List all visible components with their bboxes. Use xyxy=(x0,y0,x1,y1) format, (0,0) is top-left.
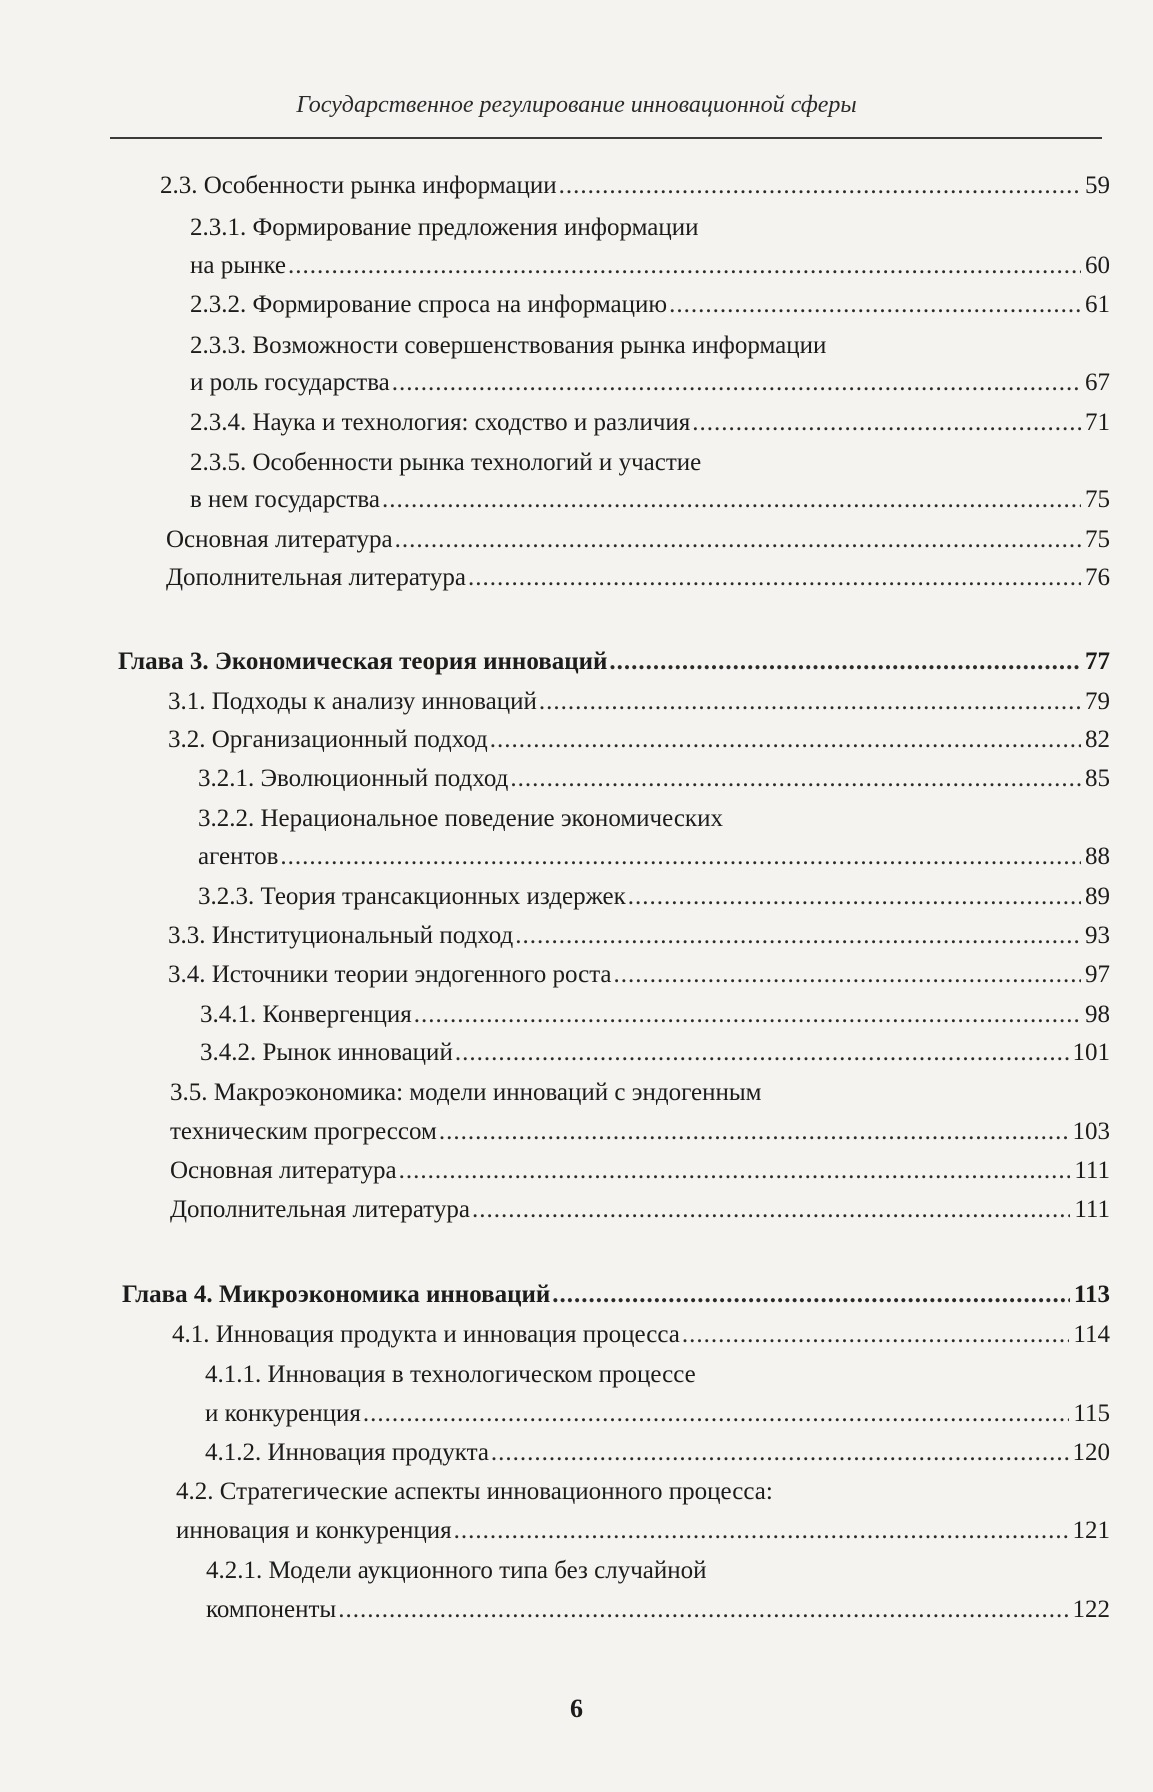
toc-entry-4-1-2 xyxy=(205,1435,1110,1471)
running-header: Государственное регулирование инновационной сферы xyxy=(296,92,857,118)
toc-entry-title: 2.3. Особенности рынка информации xyxy=(160,172,557,199)
leader-dots xyxy=(454,1513,1069,1549)
toc-entry-4-1 xyxy=(172,1317,1110,1353)
leader-dots xyxy=(682,1317,1070,1353)
toc-entry-3-3 xyxy=(168,918,1110,954)
toc-entry-page: 60 xyxy=(1085,252,1110,279)
toc-entry-page: 75 xyxy=(1085,526,1110,553)
toc-entry-title: 4.1.2. Инновация продукта xyxy=(205,1439,489,1466)
leader-dots xyxy=(472,1192,1070,1228)
toc-entry-title: 2.3.2. Формирование спроса на информацию xyxy=(190,291,668,318)
toc-entry-2-3-3 xyxy=(190,365,1110,401)
toc-entry-title: 3.2.1. Эволюционный подход xyxy=(198,765,509,792)
toc-entry-title: на рынке xyxy=(190,252,287,279)
leader-dots xyxy=(614,957,1081,993)
toc-entry-page: 122 xyxy=(1072,1596,1110,1623)
leader-dots xyxy=(395,522,1081,558)
toc-entry-page: 111 xyxy=(1074,1157,1110,1184)
toc-entry-page: 97 xyxy=(1085,961,1110,988)
toc-entry-title: 2.3.4. Наука и технология: сходство и различия xyxy=(190,409,691,436)
leader-dots xyxy=(609,644,1081,680)
leader-dots xyxy=(628,879,1081,915)
toc-entry-4-2 xyxy=(176,1513,1110,1549)
toc-entry-title: Дополнительная литература xyxy=(166,564,466,591)
toc-entry-3-5 xyxy=(170,1114,1110,1150)
toc-entry-page: 114 xyxy=(1073,1321,1110,1348)
leader-dots xyxy=(363,1396,1070,1432)
toc-entry-ch2-main-literature xyxy=(166,522,1110,558)
toc-entry-title: 3.2.3. Теория трансакционных издержек xyxy=(198,883,626,910)
toc-entry-ch3-additional-literature xyxy=(170,1192,1110,1228)
leader-dots xyxy=(280,839,1081,875)
toc-entry-2-3 xyxy=(160,168,1110,204)
leader-dots xyxy=(455,1035,1069,1071)
leader-dots xyxy=(399,1153,1071,1189)
leader-dots xyxy=(559,168,1081,204)
leader-dots xyxy=(288,248,1081,284)
toc-entry-title: Дополнительная литература xyxy=(170,1196,470,1223)
leader-dots xyxy=(392,365,1081,401)
leader-dots xyxy=(539,684,1081,720)
toc-entry-page: 101 xyxy=(1072,1039,1110,1066)
toc-chapter-page: 113 xyxy=(1073,1281,1110,1308)
toc-entry-ch2-additional-literature xyxy=(166,560,1110,596)
toc-entry-title: Основная литература xyxy=(170,1157,397,1184)
toc-entry-2-3-2 xyxy=(190,287,1110,323)
leader-dots xyxy=(515,918,1081,954)
leader-dots xyxy=(510,761,1081,797)
toc-entry-page: 88 xyxy=(1085,843,1110,870)
toc-entry-2-3-1-line1: 2.3.1. Формирование предложения информации xyxy=(190,214,699,241)
toc-entry-title: инновация и конкуренция xyxy=(176,1517,452,1544)
toc-entry-page: 75 xyxy=(1085,486,1110,513)
toc-entry-4-2-1-line1: 4.2.1. Модели аукционного типа без случайной xyxy=(206,1557,707,1584)
toc-chapter-page: 77 xyxy=(1085,648,1110,675)
leader-dots xyxy=(490,722,1081,758)
toc-entry-title: компоненты xyxy=(206,1596,337,1623)
toc-entry-title: и конкуренция xyxy=(205,1400,361,1427)
toc-entry-2-3-5 xyxy=(190,482,1110,518)
leader-dots xyxy=(552,1277,1070,1313)
leader-dots xyxy=(439,1114,1069,1150)
toc-entry-title: агентов xyxy=(198,843,279,870)
toc-entry-title: в нем государства xyxy=(190,486,380,513)
toc-entry-2-3-5-line1: 2.3.5. Особенности рынка технологий и участие xyxy=(190,449,702,476)
toc-entry-title: 3.4.2. Рынок инноваций xyxy=(200,1039,453,1066)
toc-entry-3-4-2 xyxy=(200,1035,1110,1071)
toc-entry-title: 3.2. Организационный подход xyxy=(168,726,488,753)
toc-entry-page: 121 xyxy=(1072,1517,1110,1544)
toc-chapter-3 xyxy=(118,644,1110,680)
toc-entry-3-4-1 xyxy=(200,997,1110,1033)
toc-entry-page: 120 xyxy=(1072,1439,1110,1466)
toc-entry-title: техническим прогрессом xyxy=(170,1118,437,1145)
toc-entry-3-2-2-line1: 3.2.2. Нерациональное поведение экономических xyxy=(198,805,723,832)
toc-entry-4-1-1-line1: 4.1.1. Инновация в технологическом процессе xyxy=(205,1361,696,1388)
toc-entry-2-3-1 xyxy=(190,248,1110,284)
toc-entry-title: 3.4. Источники теории эндогенного роста xyxy=(168,961,612,988)
toc-entry-page: 71 xyxy=(1085,409,1110,436)
toc-entry-title: Основная литература xyxy=(166,526,393,553)
toc-entry-3-2-1 xyxy=(198,761,1110,797)
page-number: 6 xyxy=(570,1694,583,1723)
toc-entry-title: 4.1. Инновация продукта и инновация процесса xyxy=(172,1321,680,1348)
toc-chapter-4 xyxy=(122,1277,1110,1313)
toc-entry-4-2-1 xyxy=(206,1592,1110,1628)
toc-entry-page: 82 xyxy=(1085,726,1110,753)
toc-entry-3-2-2 xyxy=(198,839,1110,875)
toc-entry-page: 103 xyxy=(1072,1118,1110,1145)
toc-entry-2-3-3-line1: 2.3.3. Возможности совершенствования рынка информации xyxy=(190,332,827,359)
toc-entry-page: 85 xyxy=(1085,765,1110,792)
leader-dots xyxy=(692,405,1081,441)
toc-entry-3-4 xyxy=(168,957,1110,993)
toc-entry-page: 61 xyxy=(1085,291,1110,318)
header-rule xyxy=(110,137,1102,139)
toc-entry-page: 93 xyxy=(1085,922,1110,949)
toc-entry-page: 79 xyxy=(1085,688,1110,715)
leader-dots xyxy=(338,1592,1068,1628)
toc-entry-page: 98 xyxy=(1085,1001,1110,1028)
leader-dots xyxy=(669,287,1081,323)
leader-dots xyxy=(414,997,1081,1033)
leader-dots xyxy=(468,560,1081,596)
toc-entry-page: 76 xyxy=(1085,564,1110,591)
toc-entry-page: 115 xyxy=(1073,1400,1110,1427)
toc-entry-title: 3.4.1. Конвергенция xyxy=(200,1001,412,1028)
toc-entry-ch3-main-literature xyxy=(170,1153,1110,1189)
leader-dots xyxy=(382,482,1081,518)
toc-entry-title: 3.1. Подходы к анализу инноваций xyxy=(168,688,537,715)
leader-dots xyxy=(491,1435,1069,1471)
toc-entry-4-2-line1: 4.2. Стратегические аспекты инновационного процесса: xyxy=(176,1478,773,1505)
toc-chapter-title: Глава 4. Микроэкономика инноваций xyxy=(122,1281,551,1308)
toc-entry-4-1-1 xyxy=(205,1396,1110,1432)
toc-entry-page: 89 xyxy=(1085,883,1110,910)
toc-entry-page: 111 xyxy=(1074,1196,1110,1223)
toc-entry-3-1 xyxy=(168,684,1110,720)
toc-chapter-title: Глава 3. Экономическая теория инноваций xyxy=(118,648,608,675)
toc-entry-3-2 xyxy=(168,722,1110,758)
toc-entry-title: и роль государства xyxy=(190,369,390,396)
toc-entry-3-2-3 xyxy=(198,879,1110,915)
toc-entry-2-3-4 xyxy=(190,405,1110,441)
toc-entry-title: 3.3. Институциональный подход xyxy=(168,922,514,949)
toc-entry-3-5-line1: 3.5. Макроэкономика: модели инноваций с эндогенным xyxy=(170,1079,762,1106)
toc-entry-page: 67 xyxy=(1085,369,1110,396)
toc-entry-page: 59 xyxy=(1085,172,1110,199)
